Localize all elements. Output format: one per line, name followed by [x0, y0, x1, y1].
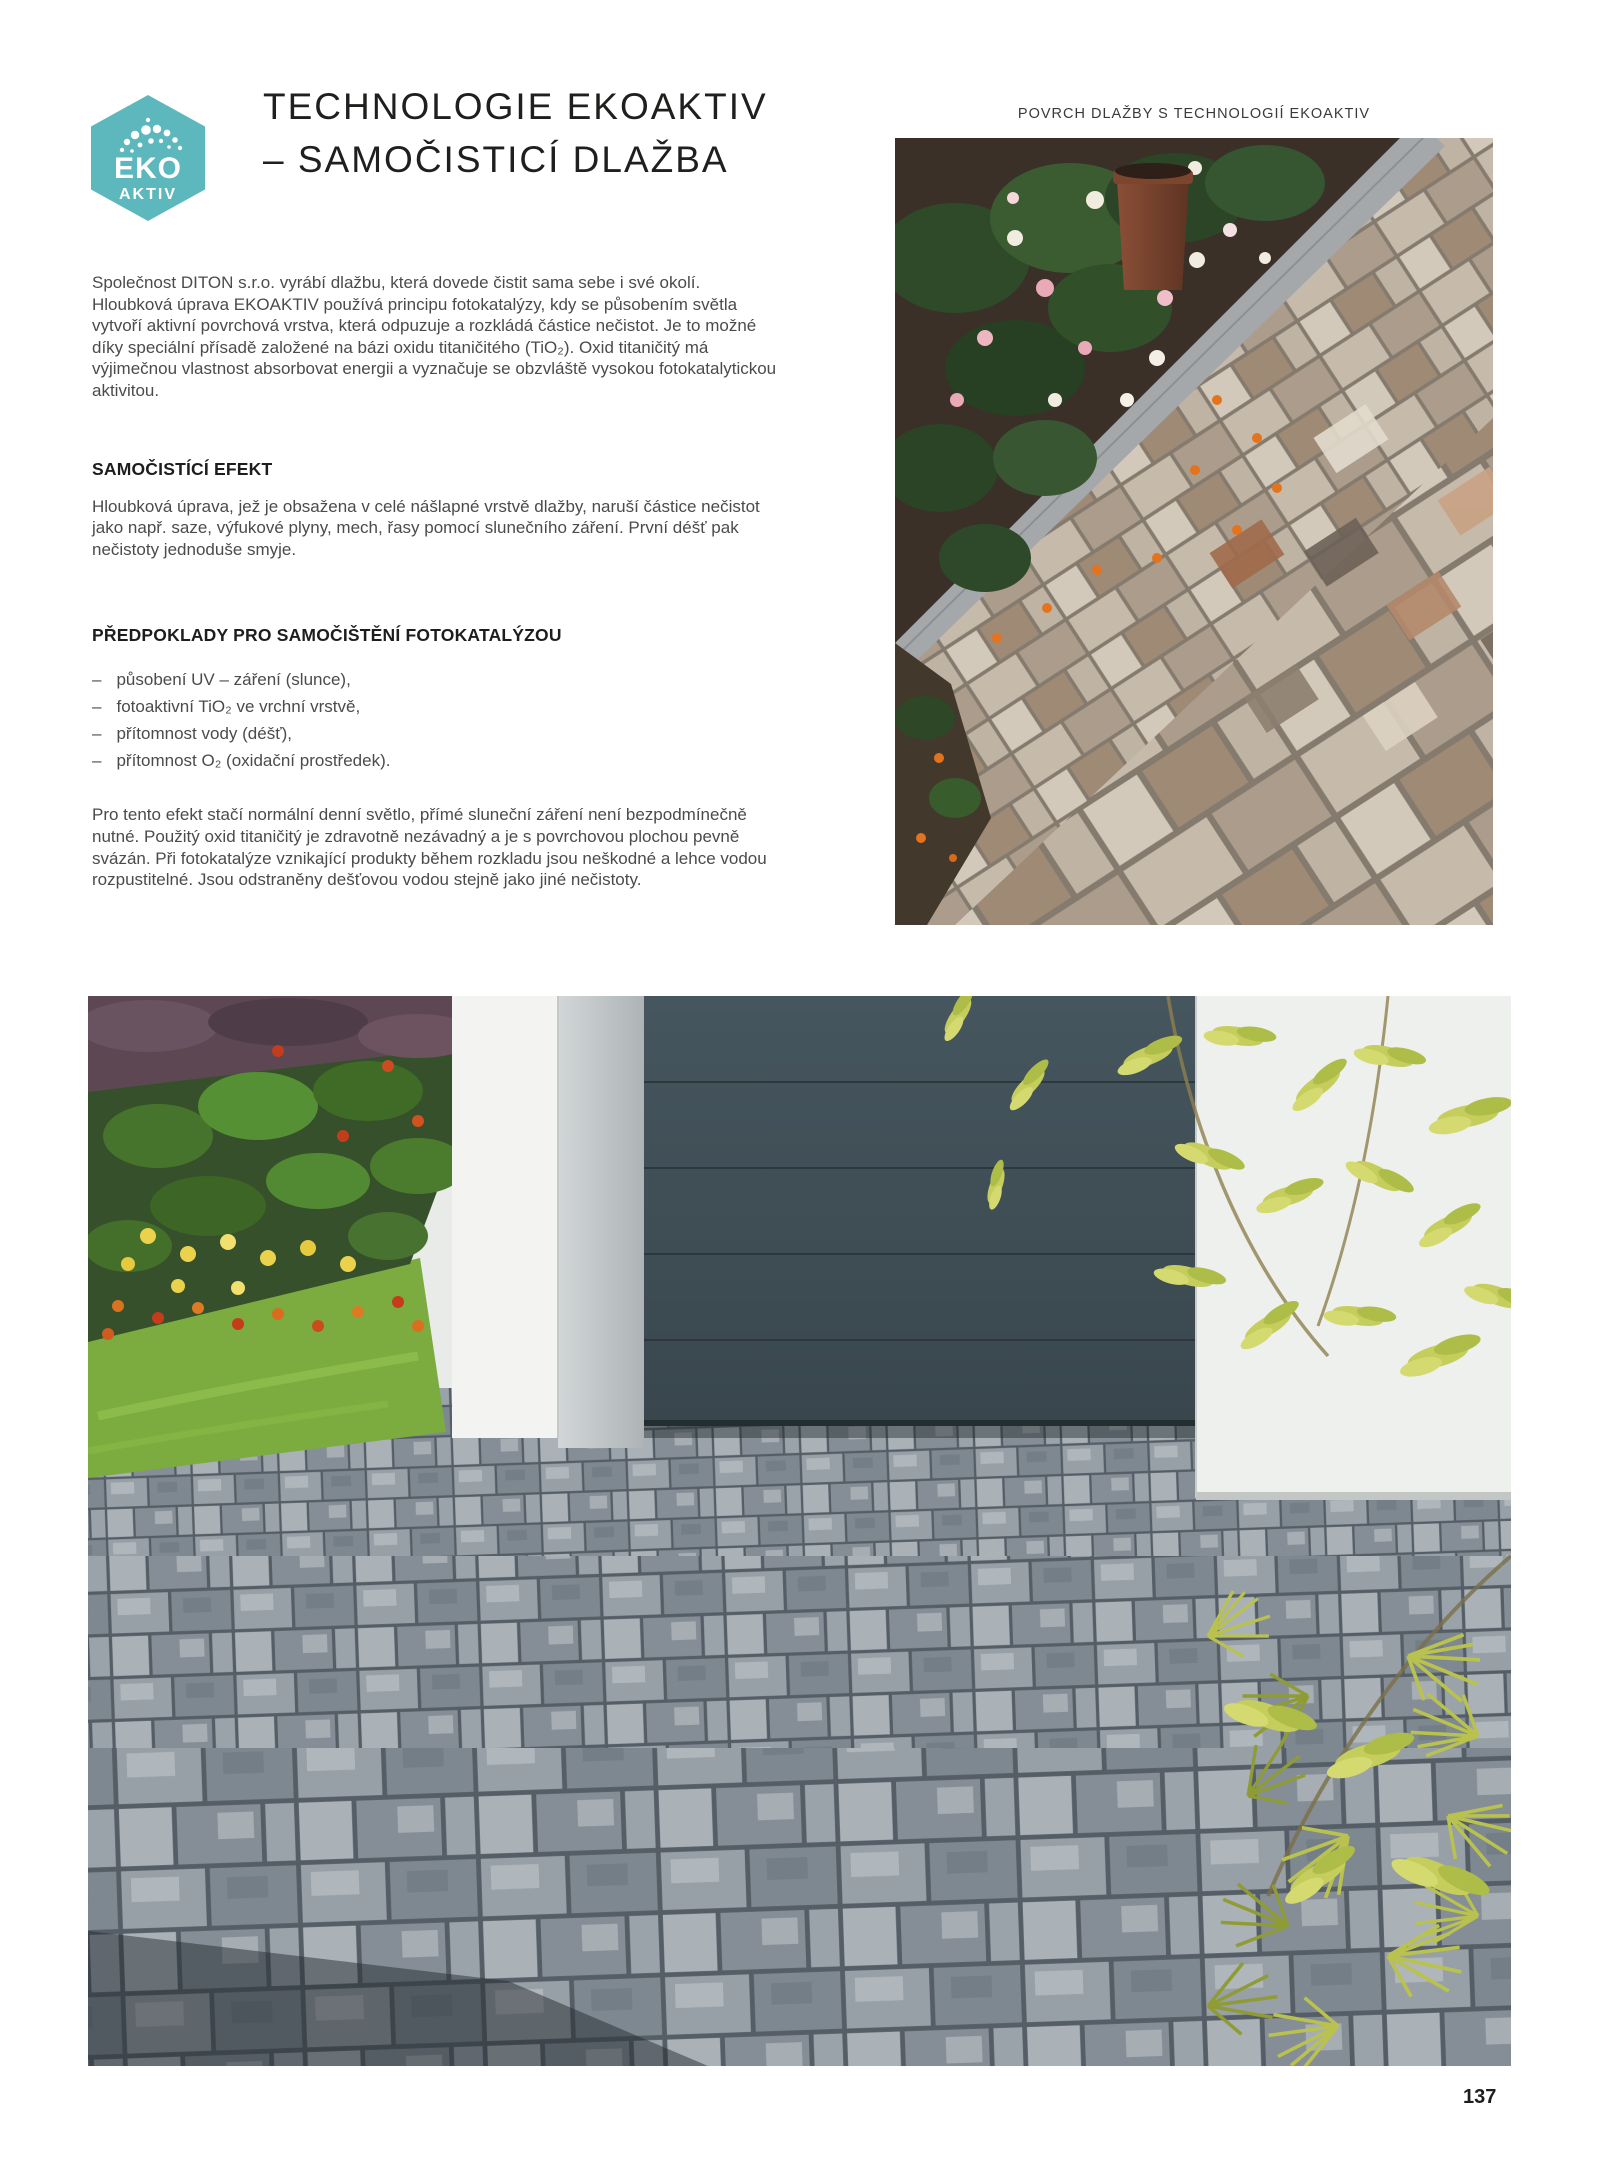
section-paragraph-self-cleaning-effect: Hloubková úprava, jež je obsažena v celé nášlapné vrstvě dlažby, naruší částice nečistot jako např. saze, výfukové plyny, mech, řasy pomocí slunečního záření. První déšť pak nečistoty jednoduše smyje.: [92, 496, 760, 559]
paving-path-photo: [895, 138, 1493, 925]
bullet-text: působení UV – záření (slunce),: [116, 670, 351, 690]
bullet-item: [92, 747, 780, 774]
bullet-dash: –: [92, 670, 102, 690]
page-title: [263, 80, 768, 186]
paving-path-illustration: [895, 138, 1493, 925]
intro-paragraph: Společnost DITON s.r.o. vyrábí dlažbu, která dovede čistit sama sebe i své okolí. Hloubková úprava EKOAKTIV používá principu fotokatalýzy, kdy se působením světla vytvoří aktivní povrchová vrstva, která odpuzuje a rozkládá částice nečistot. Je to možné díky speciální přísadě založené na bázi oxidu titaničitého (TiO₂). Oxid titaničitý má výjimečnou vlastnost absorbovat energii a vyznačuje se obzvláště vysokou fotokatalytickou aktivitou.: [92, 273, 777, 400]
text-column: [92, 272, 780, 891]
planter-pot: [1113, 163, 1193, 290]
photo-caption: POVRCH DLAŽBY S TECHNOLOGIÍ EKOAKTIV: [1017, 106, 1371, 122]
house-pillar: [452, 996, 644, 1448]
bullet-dash: –: [92, 697, 102, 717]
ekoaktiv-hexagon-icon: [91, 95, 205, 221]
conditions-bullet-list: [92, 666, 780, 774]
bullet-dash: –: [92, 724, 102, 744]
bullet-item: [92, 693, 780, 720]
bullet-item: [92, 666, 780, 693]
bullet-text: fotoaktivní TiO₂ ve vrchní vrstvě,: [116, 697, 361, 717]
page-number: 137: [1463, 2086, 1497, 2108]
logo-aktiv-text: AKTIV: [119, 186, 177, 203]
section-heading-photocatalysis-conditions: PŘEDPOKLADY PRO SAMOČIŠTĚNÍ FOTOKATALÝZOU: [92, 625, 562, 646]
driveway-photo: [88, 996, 1511, 2066]
house-wall: [1196, 996, 1511, 1500]
garage-door: [644, 996, 1196, 1438]
driveway-illustration: [88, 996, 1511, 2066]
logo-eko-text: EKO: [113, 152, 183, 185]
bullet-dash: –: [92, 751, 102, 771]
closing-paragraph: Pro tento efekt stačí normální denní světlo, přímé sluneční záření není bezpodmínečně nutné. Použitý oxid titaničitý je zdravotně nezávadný a je s povrchovou plochou pevně svázán. Při fotokatalýze vznikající produkty během rozkladu jsou neškodné a lehce vodou rozpustitelné. Jsou odstraněny dešťovou vodou stejně jako jiné nečistoty.: [92, 805, 767, 890]
bullet-item: [92, 720, 780, 747]
page-title-line-1: TECHNOLOGIE EKOAKTIV: [263, 86, 768, 127]
bullet-text: přítomnost vody (déšť),: [116, 724, 292, 744]
page-title-line-2: – SAMOČISTICÍ DLAŽBA: [263, 139, 729, 180]
bullet-text: přítomnost O₂ (oxidační prostředek).: [116, 751, 391, 771]
ekoaktiv-logo-icon: [91, 95, 205, 221]
section-heading-self-cleaning-effect: SAMOČISTÍCÍ EFEKT: [92, 458, 273, 479]
